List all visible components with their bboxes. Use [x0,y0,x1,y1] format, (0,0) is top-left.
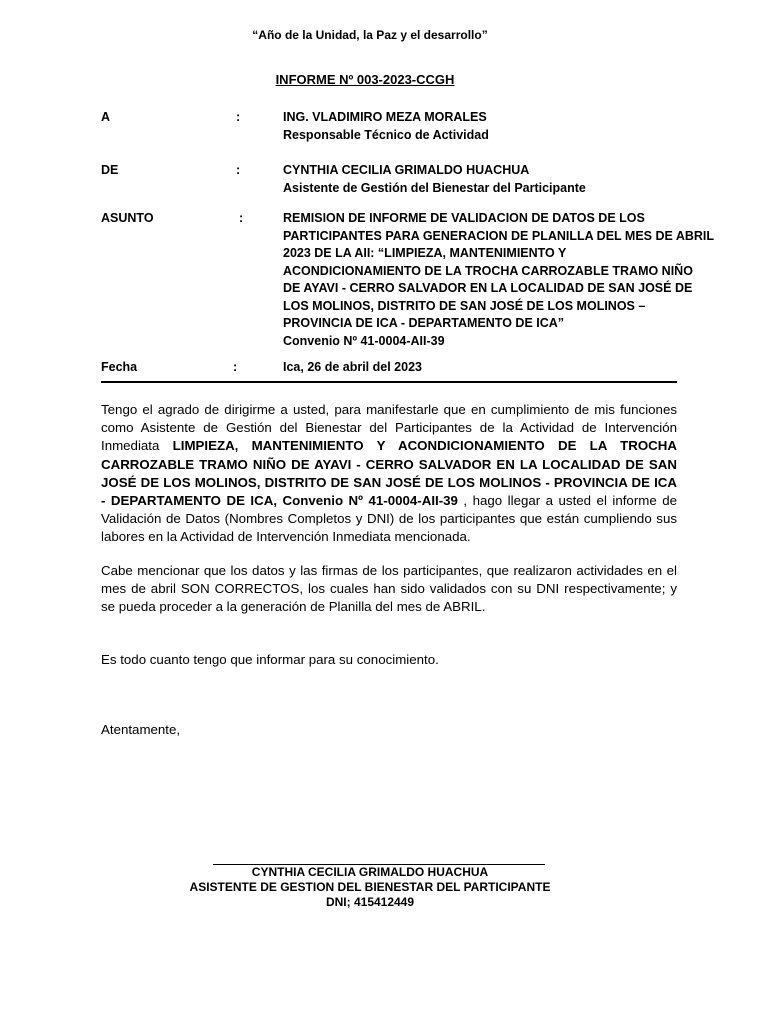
body-paragraph-1-intro: Tengo el agrado de dirigirme a usted, para manifestarle que en cumplimiento de mis funciones como Asistente de Gestión del Bienestar del Participantes de la Actividad de Intervención Inmediata [101,402,677,454]
header-subject-value [283,210,715,350]
header-from-label: DE [101,163,119,177]
header-divider [101,381,677,383]
signature-role: ASISTENTE DE GESTION DEL BIENESTAR DEL PARTICIPANTE [189,880,551,894]
header-from-colon: : [236,163,241,177]
year-motto: “Año de la Unidad, la Paz y el desarrollo” [252,28,488,42]
header-subject-label: ASUNTO [101,211,154,225]
header-date-label: Fecha [101,360,138,374]
body-paragraph-1-rest: , hago llegar a usted el informe de Validación de Datos (Nombres Completos y DNI) de los participantes que están cumpliendo sus labores en la Actividad de Intervención Inmediata mencionada. [101,493,677,545]
header-to-value [283,109,683,144]
header-to-label: A [101,110,111,124]
report-title: INFORME Nº 003-2023-CCGH [275,72,455,87]
header-from-line: CYNTHIA CECILIA GRIMALDO HUACHUA [283,163,530,177]
header-subject-line: PARTICIPANTES PARA GENERACION DE PLANILLA DEL MES DE ABRIL [283,228,715,243]
header-date-line: Ica, 26 de abril del 2023 [283,360,422,374]
header-from-value [283,162,683,197]
header-subject-line: REMISION DE INFORME DE VALIDACION DE DATOS DE LOS [283,211,645,225]
header-date-value [283,359,683,377]
body-paragraph-1-activity: LIMPIEZA, MANTENIMIENTO Y ACONDICIONAMIENTO DE LA TROCHA CARROZABLE TRAMO NIÑO DE AYAVI - CERRO SALVADOR EN LA LOCALIDAD DE SAN JOSÉ DE LOS MOLINOS, DISTRITO DE SAN JOSÉ DE LOS MOLINOS - PROVINCIA DE ICA - DEPARTAMENTO DE ICA, Convenio Nº 41-0004-AII-39 [101,438,677,509]
header-subject-line: ACONDICIONAMIENTO DE LA TROCHA CARROZABLE TRAMO NIÑO [283,263,693,278]
header-to-line: Responsable Técnico de Actividad [283,127,489,142]
header-to-line: ING. VLADIMIRO MEZA MORALES [283,110,487,124]
header-from-line: Asistente de Gestión del Bienestar del Participante [283,180,586,195]
header-date-colon: : [233,360,238,374]
closing-text: Atentamente, [101,722,181,737]
body-paragraph-2: Cabe mencionar que los datos y las firmas de los participantes, que realizaron actividades en el mes de abril SON CORRECTOS, los cuales han sido validados con su DNI respectivamente; y se pueda proceder a la generación de Planilla del mes de ABRIL. [101,563,677,615]
signature-dni: DNI; 415412449 [325,895,415,909]
header-subject-line: DE AYAVI - CERRO SALVADOR EN LA LOCALIDAD DE SAN JOSÉ DE [283,281,693,295]
body-paragraph-3: Es todo cuanto tengo que informar para su conocimiento. [101,652,439,667]
header-subject-line: LOS MOLINOS, DISTRITO DE SAN JOSÉ DE LOS MOLINOS – [283,298,646,313]
signature-name: CYNTHIA CECILIA GRIMALDO HUACHUA [251,865,489,879]
header-subject-colon: : [239,211,244,225]
header-subject-line: 2023 DE LA AII: “LIMPIEZA, MANTENIMIENTO Y [283,246,567,260]
header-subject-line: Convenio Nº 41-0004-AII-39 [283,333,445,348]
body-paragraph-1 [101,401,677,547]
header-to-colon: : [236,110,241,124]
header-subject-line: PROVINCIA DE ICA - DEPARTAMENTO DE ICA” [283,316,565,330]
